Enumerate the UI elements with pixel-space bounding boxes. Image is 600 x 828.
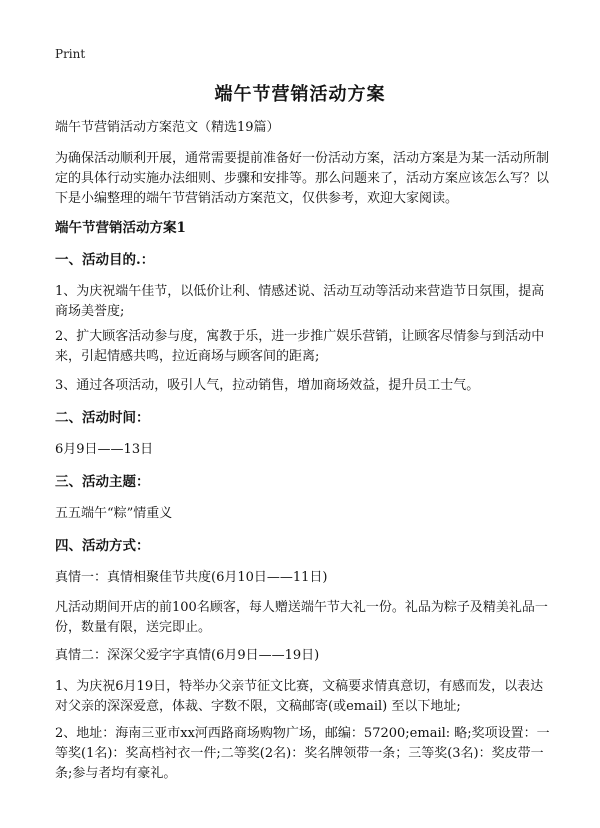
page-title: 端午节营销活动方案	[214, 84, 386, 105]
theme-value: 五五端午“粽”情重义	[55, 506, 173, 521]
section-method-heading: 四、活动方式：	[55, 538, 150, 554]
purpose-item-2: 2、扩大顾客活动参与度，寓教于乐，进一步推广娱乐营销，让顾客尽情参与到活动中来，引起情感共鸣，拉近商场与顾客间的距离;	[55, 329, 545, 364]
purpose-item-3: 3、通过各项活动，吸引人气，拉动销售，增加商场效益，提升员工士气。	[55, 378, 480, 393]
method-2-title: 真情二：深深父爱字字真情(6月9日——19日)	[55, 648, 320, 663]
method-1-description: 凡活动期间开店的前100名顾客，每人赠送端午节大礼一份。礼品为粽子及精美礼品一份，数量有限，送完即止。	[55, 600, 548, 635]
purpose-item-1: 1、为庆祝端午佳节，以低价让利、情感述说、活动互动等活动来营造节日氛围，提高商场美誉度;	[55, 284, 545, 319]
print-link[interactable]: Print	[55, 47, 86, 61]
section-purpose-heading: 一、活动目的.：	[55, 252, 155, 268]
intro-paragraph: 为确保活动顺利开展，通常需要提前准备好一份活动方案，活动方案是为某一活动所制定的具体行动实施办法细则、步骤和安排等。那么问题来了，活动方案应该怎么写？以下是小编整理的端午节营销活动方案范文，仅供参考，欢迎大家阅读。	[55, 151, 550, 206]
subtitle: 端午节营销活动方案范文（精选19篇）	[55, 120, 280, 135]
method-2-item-2: 2、地址：海南三亚市xx河西路商场购物广场，邮编：57200;email: 略;奖项设置：一等奖(1名)：奖高档衬衣一件;二等奖(2名)：奖名牌领带一条；三等奖(3名)：奖皮带一条;参与者均有豪礼。	[55, 726, 550, 781]
section-theme-heading: 三、活动主题：	[55, 474, 150, 490]
section-time-heading: 二、活动时间：	[55, 410, 150, 426]
plan-heading: 端午节营销活动方案1	[55, 220, 186, 236]
method-2-item-1: 1、为庆祝6月19日，特举办父亲节征文比赛，文稿要求情真意切，有感而发，以表达对父亲的深深爱意，体裁、字数不限，文稿邮寄(或email) 至以下地址;	[55, 679, 544, 714]
time-value: 6月9日——13日	[55, 442, 154, 457]
method-1-title: 真情一：真情相聚佳节共度(6月10日——11日)	[55, 570, 328, 585]
